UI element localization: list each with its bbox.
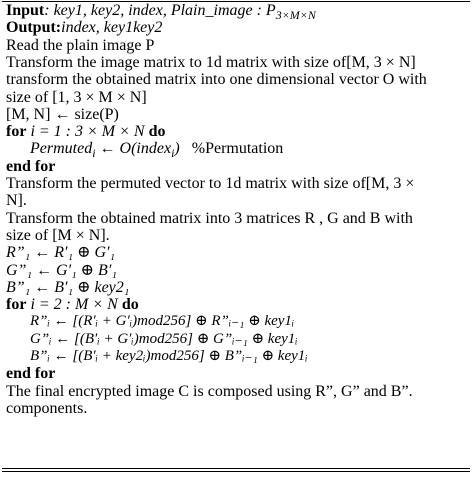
end-for-keyword: end for	[6, 157, 56, 175]
permutation-comment: %Permutation	[191, 140, 284, 158]
do-keyword: do	[121, 296, 139, 314]
do-keyword: do	[148, 123, 166, 141]
loop2-body-line: G”ᵢ ← [(B′ᵢ + G′ᵢ)mod256] ⊕ G”ᵢ₋₁ ⊕ key1ᵢ	[30, 330, 298, 347]
loop2-range: i = 2 : M × N	[30, 296, 118, 314]
assign-line: R”₁ ← R′₁ ⊕ G′₁	[6, 244, 116, 262]
step-line: size of [1, 3 × M × N]	[6, 88, 147, 106]
step-line: size of [M × N].	[6, 226, 110, 244]
step-line: Transform the image matrix to 1d matrix with size of[M, 3 × N]	[6, 53, 416, 71]
for-keyword: for	[6, 296, 27, 314]
assign-line: G”₁ ← G′₁ ⊕ B′₁	[6, 261, 117, 279]
output-label: Output:	[6, 19, 62, 37]
permuted-sub: i	[92, 146, 96, 161]
step-line: transform the obtained matrix into one dimensional vector O with	[6, 71, 427, 89]
step-line: Transform the permuted vector to 1d matrix with size of[M, 3 ×	[6, 175, 415, 192]
step-line: Read the plain image P	[6, 36, 155, 54]
loop2-body-line: B”ᵢ ← [(B′ᵢ + key2ᵢ)mod256] ⊕ B”ᵢ₋₁ ⊕ key1ᵢ	[30, 348, 308, 364]
step-line: components.	[6, 399, 88, 417]
assign-line: B”₁ ← B′₁ ⊕ key2₁	[6, 278, 130, 296]
output-text: index, key1key2	[61, 19, 163, 37]
loop2-end: end for	[6, 365, 56, 383]
input-text: : key1, key2, index, Plain_image : P	[44, 2, 276, 19]
step-line: The final encrypted image C is composed using R”, G” and B”.	[6, 382, 413, 400]
step-line: N].	[6, 192, 27, 210]
input-subscript: 3×M×N	[275, 8, 316, 22]
step-line: Transform the obtained matrix into 3 matrices R , G and B with	[6, 209, 413, 227]
loop1-range: i = 1 : 3 × M × N	[30, 123, 145, 141]
index-sub: i	[171, 146, 175, 161]
input-label: Input	[6, 2, 45, 19]
step-line: [M, N] ← size(P)	[6, 105, 119, 123]
permuted-expr: ← O(index	[95, 140, 172, 158]
for-keyword: for	[6, 123, 27, 141]
permuted-end: )	[174, 140, 180, 158]
loop2-body-line: R”ᵢ ← [(R′ᵢ + G′ᵢ)mod256] ⊕ R”ᵢ₋₁ ⊕ key1ᵢ	[30, 313, 295, 330]
permuted-var: Permuted	[30, 140, 93, 158]
